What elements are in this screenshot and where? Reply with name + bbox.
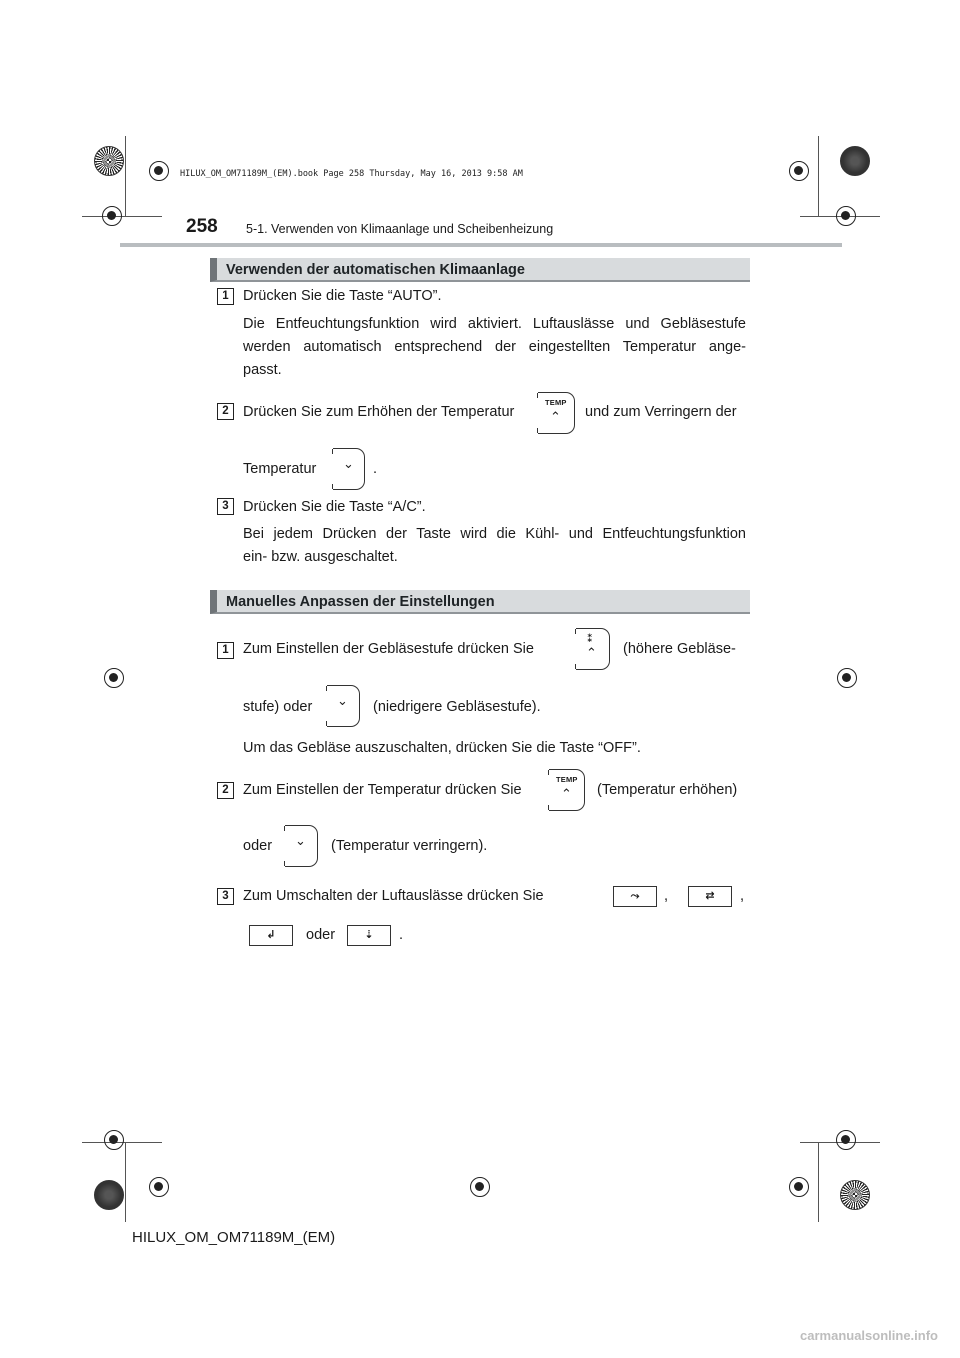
step-text: (höhere Gebläse- (623, 641, 736, 657)
step-text: Drücken Sie die Taste “A/C”. (243, 499, 426, 515)
step-number: 3 (217, 888, 234, 905)
mode-face-button-icon: ⤳ (613, 886, 657, 907)
registration-target-icon (104, 1130, 124, 1150)
book-code: HILUX_OM_OM71189M_(EM) (132, 1229, 336, 1246)
separator: , (740, 888, 745, 904)
chevron-down-icon: ⌄ (295, 833, 306, 848)
chevron-up-icon: ⌃ (586, 645, 597, 660)
step-text: und zum Verringern der (585, 404, 737, 420)
registration-target-icon (102, 206, 122, 226)
step-detail: passt. (243, 362, 282, 378)
header-rule (120, 243, 842, 247)
step-text: Zum Einstellen der Gebläsestufe drücken Sie (243, 641, 534, 657)
temp-label: TEMP (545, 398, 567, 407)
step-text: Temperatur (243, 461, 317, 477)
step-detail: werden automatisch entsprechend der eingestellten Temperatur ange- (243, 339, 746, 355)
temp-down-button-icon (285, 825, 318, 867)
registration-target-icon (836, 1130, 856, 1150)
registration-target-icon (836, 206, 856, 226)
step-text: Zum Einstellen der Temperatur drücken Sie (243, 782, 522, 798)
chevron-up-icon: ⌃ (561, 786, 572, 801)
step-text: . (373, 461, 378, 477)
step-number: 1 (217, 642, 234, 659)
step-note: Um das Gebläse auszuschalten, drücken Sie die Taste “OFF”. (243, 740, 641, 756)
step-number: 3 (217, 498, 234, 515)
mode-feet-button-icon: ↲ (249, 925, 293, 946)
section-heading-automatic (210, 258, 750, 282)
step-text: . (399, 927, 404, 943)
registration-star-icon (840, 1180, 870, 1210)
registration-target-icon (789, 161, 809, 181)
crop-mark (125, 1142, 126, 1222)
chevron-down-icon: ⌄ (337, 693, 348, 708)
registration-target-icon (149, 1177, 169, 1197)
section-heading-manual (210, 590, 750, 614)
step-text: oder (306, 927, 336, 943)
registration-target-icon (837, 668, 857, 688)
step-detail: Bei jedem Drücken der Taste wird die Kühl- und Entfeuchtungsfunktion (243, 526, 746, 542)
crop-mark (818, 136, 819, 216)
step-text: (Temperatur erhöhen) (597, 782, 738, 798)
chevron-up-icon: ⌃ (550, 409, 561, 424)
registration-star-icon (94, 1180, 124, 1210)
step-text: Zum Umschalten der Luftauslässe drücken Sie (243, 888, 544, 904)
mode-bilevel-button-icon: ⇄ (688, 886, 732, 907)
temp-up-button-icon (538, 392, 575, 434)
page-number: 258 (186, 216, 218, 237)
chapter-title: 5-1. Verwenden von Klimaanlage und Scheibenheizung (246, 222, 554, 236)
section-title: Manuelles Anpassen der Einstellungen (226, 594, 495, 610)
registration-target-icon (789, 1177, 809, 1197)
step-text: (Temperatur verringern). (331, 838, 488, 854)
temp-down-button-icon (333, 448, 365, 490)
separator: , (664, 888, 669, 904)
registration-target-icon (104, 668, 124, 688)
section-title: Verwenden der automatischen Klimaanlage (226, 262, 525, 278)
step-text: oder (243, 838, 273, 854)
print-metadata: HILUX_OM_OM71189M_(EM).book Page 258 Thursday, May 16, 2013 9:58 AM (180, 169, 523, 179)
temp-up-button-icon (549, 769, 585, 811)
registration-star-icon (94, 146, 124, 176)
fan-icon: ⁑ (587, 633, 593, 645)
step-text: Drücken Sie zum Erhöhen der Temperatur (243, 404, 515, 420)
step-detail: ein- bzw. ausgeschaltet. (243, 549, 398, 565)
crop-mark (82, 216, 162, 217)
step-detail: Die Entfeuchtungsfunktion wird aktiviert. Luftauslässe und Gebläsestufe (243, 316, 746, 332)
registration-target-icon (470, 1177, 490, 1197)
temp-label: TEMP (556, 775, 578, 784)
registration-star-icon (840, 146, 870, 176)
step-text: Drücken Sie die Taste “AUTO”. (243, 288, 442, 304)
step-text: stufe) oder (243, 699, 313, 715)
watermark: carmanualsonline.info (800, 1328, 938, 1343)
mode-feet-defrost-button-icon: ⇣ (347, 925, 391, 946)
step-number: 2 (217, 782, 234, 799)
fan-down-button-icon (327, 685, 360, 727)
crop-mark (818, 1142, 819, 1222)
fan-up-button-icon (576, 628, 610, 670)
crop-mark (125, 136, 126, 216)
step-number: 2 (217, 403, 234, 420)
registration-target-icon (149, 161, 169, 181)
chevron-down-icon: ⌄ (343, 456, 354, 471)
step-number: 1 (217, 288, 234, 305)
step-text: (niedrigere Gebläsestufe). (373, 699, 541, 715)
